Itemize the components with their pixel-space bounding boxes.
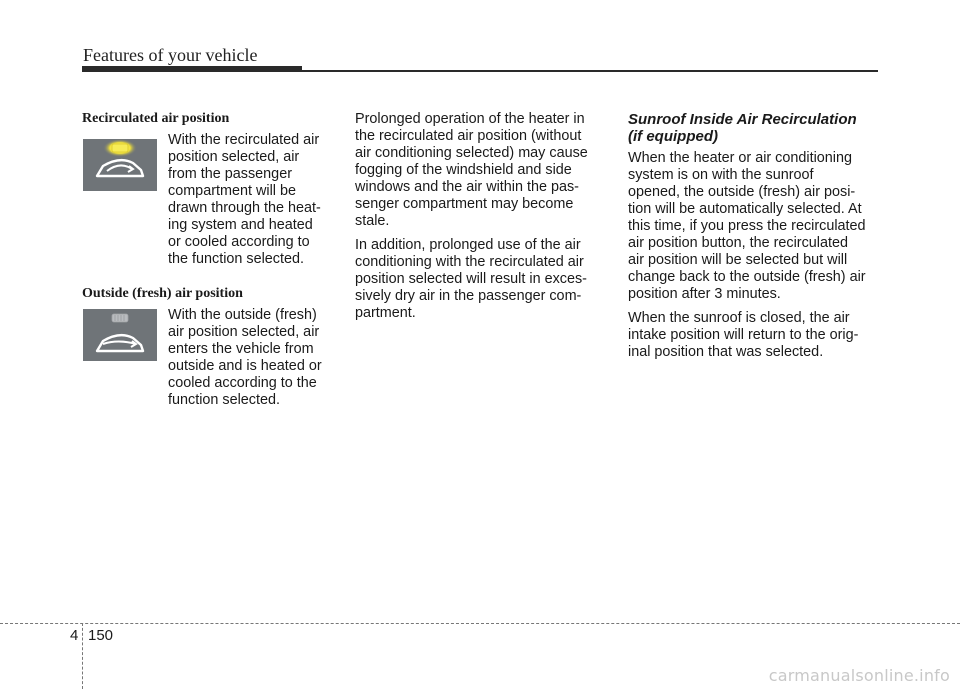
- text-line: windows and the air within the pas-: [355, 179, 579, 195]
- recirc-line: from the passenger: [168, 166, 292, 182]
- text-line: When the heater or air conditioning: [628, 150, 852, 166]
- recirc-line: position selected, air: [168, 149, 300, 165]
- text-line: When the sunroof is closed, the air: [628, 310, 850, 326]
- text-line: stale.: [355, 213, 390, 229]
- recirc-line: With the recirculated air: [168, 132, 320, 148]
- heading-line: (if equipped): [628, 128, 718, 145]
- text-line: air conditioning selected) may cause: [355, 145, 588, 161]
- text-line: air position button, the recirculated: [628, 235, 848, 251]
- fresh-line: enters the vehicle from: [168, 341, 314, 357]
- text-line: intake position will return to the orig-: [628, 327, 859, 343]
- recirculated-description: [168, 132, 334, 268]
- heading-line: Sunroof Inside Air Recirculation: [628, 111, 857, 128]
- recirc-line: ing system and heated: [168, 217, 313, 233]
- middle-paragraph-2: [355, 237, 603, 322]
- fresh-air-car-icon: [83, 309, 157, 361]
- text-line: change back to the outside (fresh) air: [628, 269, 866, 285]
- right-paragraph-2: [628, 310, 878, 361]
- text-line: opened, the outside (fresh) air posi-: [628, 184, 856, 200]
- recirculated-air-icon: [83, 139, 157, 191]
- middle-paragraph-1: [355, 111, 603, 230]
- text-line: system is on with the sunroof: [628, 167, 814, 183]
- recirc-line: compartment will be: [168, 183, 296, 199]
- footer-vertical-rule: [82, 623, 83, 689]
- fresh-air-description: [168, 307, 334, 409]
- fresh-line: function selected.: [168, 392, 280, 408]
- text-line: senger compartment may become: [355, 196, 574, 212]
- recirc-line: the function selected.: [168, 251, 305, 267]
- text-line: the recirculated air position (without: [355, 128, 582, 144]
- text-line: fogging of the windshield and side: [355, 162, 572, 178]
- text-line: partment.: [355, 305, 416, 321]
- chapter-number: 4: [70, 627, 79, 644]
- text-line: tion will be automatically selected. At: [628, 201, 862, 217]
- fresh-air-icon: [83, 309, 157, 361]
- fresh-line: cooled according to the: [168, 375, 317, 391]
- right-column-text: [628, 150, 878, 368]
- page-number: 150: [88, 627, 114, 644]
- text-line: air position will be selected but will: [628, 252, 848, 268]
- text-line: Prolonged operation of the heater in: [355, 111, 585, 127]
- recirculated-car-icon: [83, 139, 157, 191]
- fresh-line: air position selected, air: [168, 324, 320, 340]
- text-line: position after 3 minutes.: [628, 286, 781, 302]
- recirculated-heading: Recirculated air position: [82, 111, 230, 126]
- fresh-air-heading: Outside (fresh) air position: [82, 286, 243, 301]
- watermark-text: carmanualsonline.info: [768, 666, 950, 685]
- text-line: position selected will result in exces-: [355, 271, 587, 287]
- text-line: In addition, prolonged use of the air: [355, 237, 581, 253]
- page-header-title: Features of your vehicle: [83, 45, 258, 65]
- fresh-line: outside and is heated or: [168, 358, 322, 374]
- footer-dashed-rule: [0, 623, 960, 624]
- text-line: conditioning with the recirculated air: [355, 254, 584, 270]
- middle-column-text: [355, 111, 603, 329]
- sunroof-section-heading: [628, 111, 878, 145]
- text-line: inal position that was selected.: [628, 344, 824, 360]
- recirc-line: drawn through the heat-: [168, 200, 321, 216]
- recirc-line: or cooled according to: [168, 234, 310, 250]
- fresh-line: With the outside (fresh): [168, 307, 317, 323]
- header-rule-thin: [82, 70, 878, 72]
- text-line: this time, if you press the recirculated: [628, 218, 866, 234]
- right-paragraph-1: [628, 150, 878, 303]
- text-line: sively dry air in the passenger com-: [355, 288, 582, 304]
